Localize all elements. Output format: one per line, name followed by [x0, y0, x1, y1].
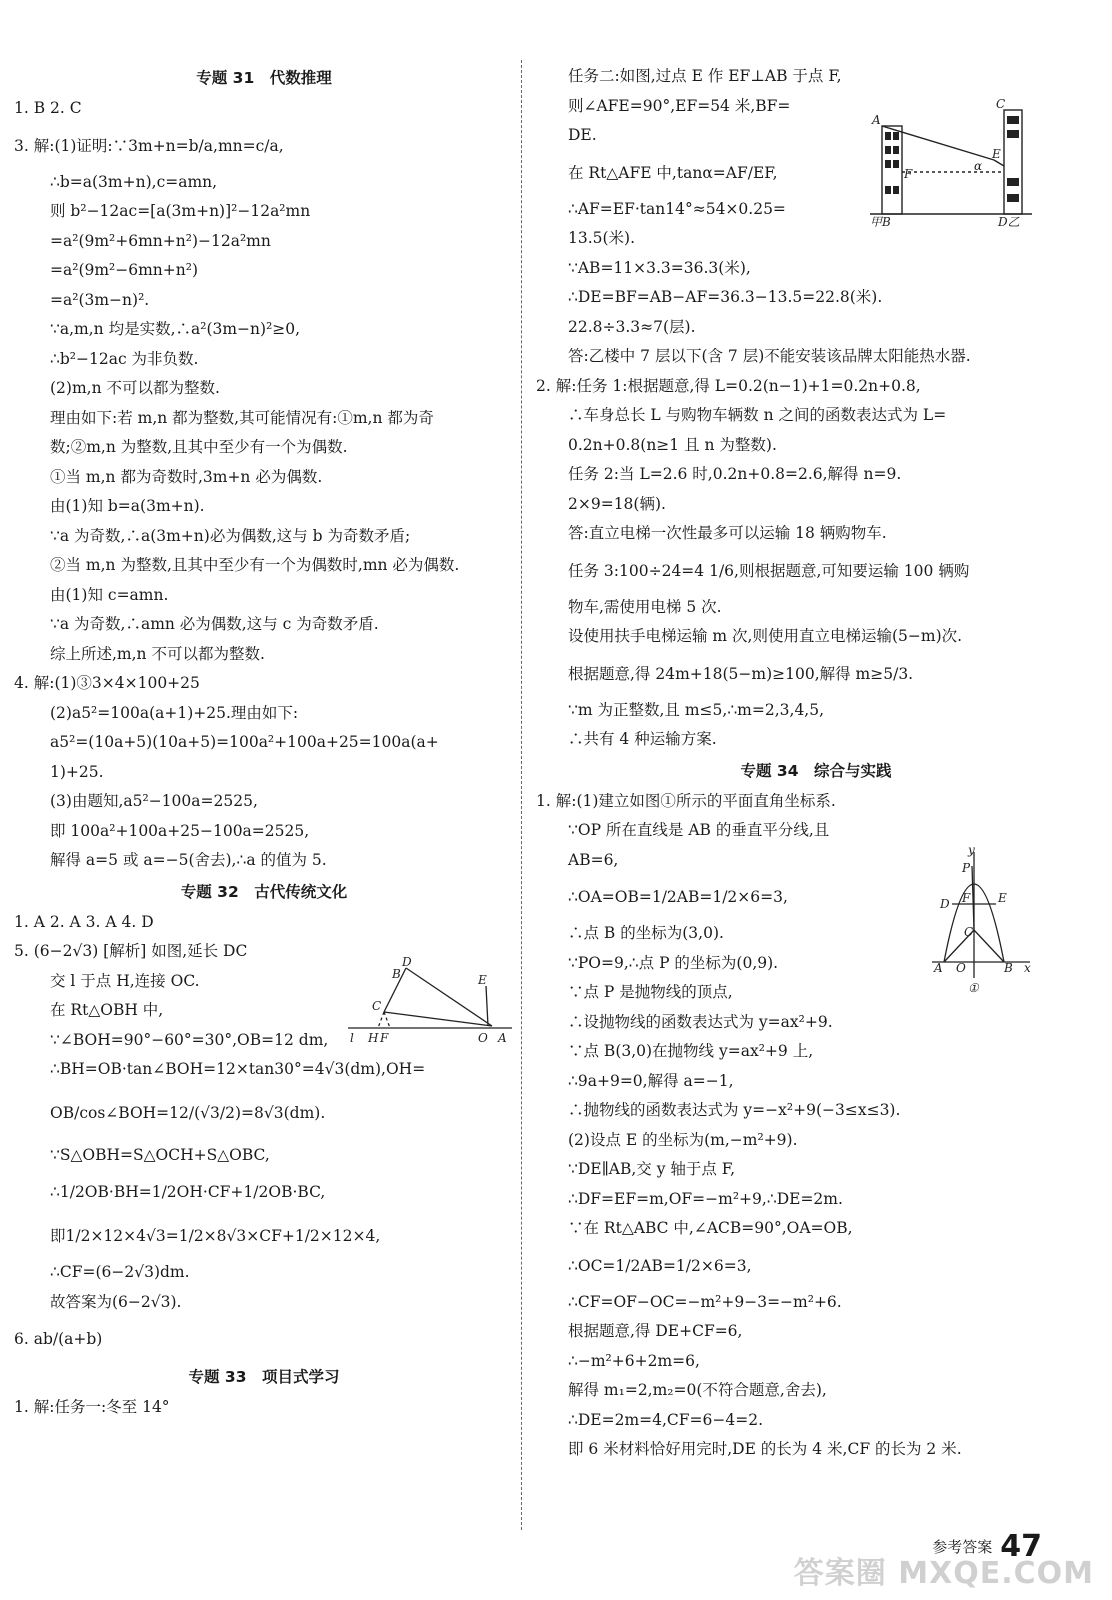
text-line: 解得 a=5 或 a=−5(舍去),∴a 的值为 5. [50, 851, 327, 869]
text-line: 答:直立电梯一次性最多可以运输 18 辆购物车. [568, 524, 887, 542]
text-line: 1)+25. [50, 762, 104, 781]
text-line: 在 Rt△AFE 中,tanα=AF/EF, [568, 163, 778, 182]
section-heading: 专题 31 代数推理 [196, 69, 332, 87]
fig3-label-e: E [998, 891, 1007, 905]
text-line: (3)由题知,a5²−100a=2525, [50, 792, 258, 810]
text-line: ∴1/2OB·BH=1/2OH·CF+1/2OB·BC, [50, 1183, 326, 1201]
text-line: =a²(3m−n)². [50, 290, 150, 309]
fig2-label-l: l [350, 1031, 354, 1045]
text-line: ∵OP 所在直线是 AB 的垂直平分线,且 [568, 821, 830, 839]
fig2-label-h: H [368, 1031, 379, 1045]
text-line: 由(1)知 c=amn. [50, 585, 169, 604]
fig3-label-d: D [940, 897, 950, 911]
text-line: ∵m 为正整数,且 m≤5,∴m=2,3,4,5, [568, 700, 825, 719]
fig1-label-a: A [872, 113, 881, 127]
text-line: 故答案为(6−2√3). [50, 1292, 182, 1311]
page-number: 47 [1000, 1529, 1042, 1564]
fig3-label-num: ① [968, 981, 979, 995]
text-line: 根据题意,得 24m+18(5−m)≥100,解得 m≥5/3. [568, 664, 914, 683]
text-line: ∵a 为奇数,∴a(3m+n)必为偶数,这与 b 为奇数矛盾; [50, 526, 411, 545]
text-line: 即 100a²+100a+25−100a=2525, [50, 821, 310, 840]
fig2-label-e: E [478, 973, 487, 987]
text-line: 1. B 2. C [14, 99, 82, 117]
text-line: ∴b²−12ac 为非负数. [50, 349, 199, 368]
text-line: 即 6 米材料恰好用完时,DE 的长为 4 米,CF 的长为 2 米. [568, 1440, 962, 1458]
text-line: ∴共有 4 种运输方案. [568, 730, 717, 748]
triangle-figure [346, 956, 514, 1048]
text-line: (2)设点 E 的坐标为(m,−m²+9). [568, 1130, 798, 1149]
text-line: 0.2n+0.8(n≥1 且 n 为整数). [568, 435, 777, 454]
text-line: 22.8÷3.3≈7(层). [568, 317, 696, 336]
text-line: ∵a,m,n 均是实数,∴a²(3m−n)²≥0, [50, 320, 301, 338]
text-line: ∴OA=OB=1/2AB=1/2×6=3, [568, 888, 788, 906]
column-divider [521, 60, 522, 1530]
fig2-label-b: B [392, 967, 401, 981]
text-line: DE. [568, 126, 597, 144]
text-line: 解得 m₁=2,m₂=0(不符合题意,舍去), [568, 1381, 827, 1399]
fig1-label-b: 甲B [870, 215, 891, 229]
buildings-figure [868, 98, 1036, 230]
text-line: 任务 3:100÷24=4 1/6,则根据题意,可知要运输 100 辆购 [568, 561, 970, 580]
fig3-label-c: C [964, 925, 974, 939]
footer-label: 参考答案 [932, 1538, 993, 1556]
text-line: 2. 解:任务 1:根据题意,得 L=0.2(n−1)+1=0.2n+0.8, [536, 376, 921, 395]
right-column [532, 62, 1100, 1465]
fig1-label-alpha: α [974, 159, 983, 173]
text-line: ∴设抛物线的函数表达式为 y=ax²+9. [568, 1012, 833, 1031]
text-line: ∴AF=EF·tan14°≈54×0.25= [568, 199, 786, 218]
section-heading: 专题 34 综合与实践 [740, 761, 892, 780]
text-line: =a²(9m²−6mn+n²) [50, 261, 199, 279]
text-line: ∴CF=(6−2√3)dm. [50, 1263, 190, 1281]
text-line: 理由如下:若 m,n 都为整数,其可能情况有:①m,n 都为奇 [50, 408, 434, 427]
fig3-label-x: x [1024, 961, 1031, 975]
section-heading: 专题 32 古代传统文化 [180, 882, 348, 901]
text-line: 综上所述,m,n 不可以都为整数. [50, 644, 265, 663]
text-line: ∴车身总长 L 与购物车辆数 n 之间的函数表达式为 L= [568, 406, 947, 424]
text-line: ∵点 B(3,0)在抛物线 y=ax²+9 上, [568, 1042, 814, 1060]
text-line: 交 l 于点 H,连接 OC. [50, 971, 200, 990]
text-line: 1. 解:任务一:冬至 14° [14, 1398, 170, 1416]
fig3-label-f: F [962, 891, 971, 905]
text-line: 即1/2×12×4√3=1/2×8√3×CF+1/2×12×4, [50, 1227, 381, 1245]
text-line: ②当 m,n 为整数,且其中至少有一个为偶数时,mn 必为偶数. [50, 556, 460, 574]
text-line: AB=6, [568, 850, 619, 869]
text-line: (2)m,n 不可以都为整数. [50, 379, 220, 397]
text-line: 物车,需使用电梯 5 次. [568, 597, 722, 616]
fig2-label-o: O [478, 1031, 488, 1045]
fig3-label-b: B [1004, 961, 1013, 975]
fig1-label-d: D乙 [998, 215, 1020, 229]
text-line: ∵在 Rt△ABC 中,∠ACB=90°,OA=OB, [568, 1219, 853, 1237]
fig1-label-c: C [996, 98, 1006, 111]
text-line: ∴DE=BF=AB−AF=36.3−13.5=22.8(米). [568, 288, 883, 306]
text-line: ∴b=a(3m+n),c=amn, [50, 172, 218, 191]
text-line: ∵点 P 是抛物线的顶点, [568, 983, 733, 1001]
text-line: ∴9a+9=0,解得 a=−1, [568, 1071, 734, 1090]
watermark-logo: 答案圈 MXQE.COM [793, 1556, 1094, 1591]
fig3-label-y: y [968, 846, 975, 857]
text-line: 6. ab/(a+b) [14, 1330, 103, 1348]
text-line: ∴CF=OF−OC=−m²+9−3=−m²+6. [568, 1292, 842, 1311]
text-line: 1. 解:(1)建立如图①所示的平面直角坐标系. [536, 791, 836, 810]
fig3-label-o: O [956, 961, 966, 975]
text-line: 4. 解:(1)③3×4×100+25 [14, 674, 200, 692]
text-line: (2)a5²=100a(a+1)+25.理由如下: [50, 703, 299, 722]
fig3-label-a: A [934, 961, 943, 975]
text-line: 5. (6−2√3) [解析] 如图,延长 DC [14, 942, 248, 960]
text-line: ∴抛物线的函数表达式为 y=−x²+9(−3≤x≤3). [568, 1101, 901, 1119]
text-line: ∴点 B 的坐标为(3,0). [568, 924, 724, 942]
text-line: ∴OC=1/2AB=1/2×6=3, [568, 1256, 752, 1275]
text-line: ∵∠BOH=90°−60°=30°,OB=12 dm, [50, 1030, 329, 1049]
text-line: 根据题意,得 DE+CF=6, [568, 1322, 743, 1340]
text-line: ∴−m²+6+2m=6, [568, 1351, 700, 1370]
text-line: 3. 解:(1)证明:∵3m+n=b/a,mn=c/a, [14, 136, 284, 155]
text-line: 任务 2:当 L=2.6 时,0.2n+0.8=2.6,解得 n=9. [568, 465, 902, 483]
text-line: ∵AB=11×3.3=36.3(米), [568, 258, 751, 277]
text-line: 13.5(米). [568, 229, 636, 247]
text-line: 1. A 2. A 3. A 4. D [14, 912, 154, 931]
parabola-figure [928, 846, 1036, 996]
text-line: 在 Rt△OBH 中, [50, 1001, 164, 1019]
text-line: ①当 m,n 都为奇数时,3m+n 必为偶数. [50, 467, 323, 486]
text-line: ∴DF=EF=m,OF=−m²+9,∴DE=2m. [568, 1189, 843, 1208]
text-line: =a²(9m²+6mn+n²)−12a²mn [50, 231, 271, 250]
fig1-label-e: E [992, 147, 1001, 161]
text-line: 数;②m,n 为整数,且其中至少有一个为偶数. [50, 438, 348, 456]
text-line: ∵S△OBH=S△OCH+S△OBC, [50, 1145, 270, 1164]
left-column [14, 62, 514, 1423]
fig3-label-p: P [962, 861, 971, 875]
text-line: OB/cos∠BOH=12/(√3/2)=8√3(dm). [50, 1103, 326, 1122]
text-line: 任务二:如图,过点 E 作 EF⊥AB 于点 F, [568, 67, 842, 85]
section-heading: 专题 33 项目式学习 [188, 1368, 340, 1386]
text-line: ∵PO=9,∴点 P 的坐标为(0,9). [568, 953, 779, 972]
text-line: a5²=(10a+5)(10a+5)=100a²+100a+25=100a(a+ [50, 733, 439, 751]
fig2-label-c: C [372, 999, 382, 1013]
text-line: 答:乙楼中 7 层以下(含 7 层)不能安装该品牌太阳能热水器. [568, 347, 971, 365]
fig2-label-f: F [380, 1031, 389, 1045]
fig2-label-d: D [402, 956, 412, 969]
text-line: ∴BH=OB·tan∠BOH=12×tan30°=4√3(dm),OH= [50, 1060, 426, 1078]
text-line: 2×9=18(辆). [568, 494, 666, 513]
text-line: ∴DE=2m=4,CF=6−4=2. [568, 1410, 764, 1429]
text-line: ∵DE∥AB,交 y 轴于点 F, [568, 1160, 736, 1178]
text-line: 设使用扶手电梯运输 m 次,则使用直立电梯运输(5−m)次. [568, 627, 963, 645]
fig2-label-a: A [498, 1031, 507, 1045]
text-line: ∵a 为奇数,∴amn 必为偶数,这与 c 为奇数矛盾. [50, 615, 379, 633]
text-line: 则 b²−12ac=[a(3m+n)]²−12a²mn [50, 202, 311, 220]
fig1-label-f: F [904, 167, 913, 181]
text-line: 则∠AFE=90°,EF=54 米,BF= [568, 96, 791, 115]
text-line: 由(1)知 b=a(3m+n). [50, 497, 205, 515]
